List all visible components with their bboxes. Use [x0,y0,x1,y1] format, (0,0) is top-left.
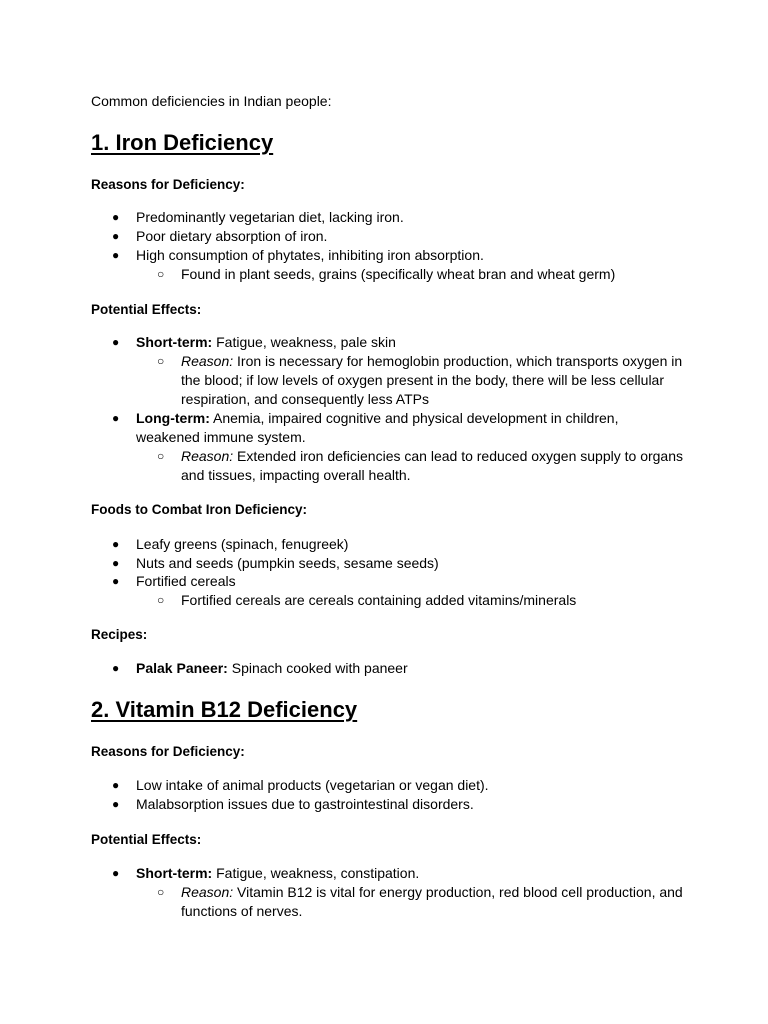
reason-label: Reason: [181,884,234,900]
sub-bullet-icon: ○ [157,449,165,463]
section2-title: 2. Vitamin B12 Deficiency [91,697,358,722]
section2-effects-heading: Potential Effects: [91,832,202,847]
reason-label: Reason: [181,353,234,369]
recipe-label: Palak Paneer: [136,660,228,676]
sub-bullet-icon: ○ [157,354,165,368]
section1-reasons-heading: Reasons for Deficiency: [91,177,245,192]
bullet-icon: ● [112,229,120,243]
sub-list-item-continued: functions of nerves. [181,903,303,919]
short-term-label: Short-term: [136,865,213,881]
bullet-icon: ● [112,574,120,588]
section1-title: 1. Iron Deficiency [91,130,274,155]
reason-label: Reason: [181,448,234,464]
section2-reasons-heading: Reasons for Deficiency: [91,744,245,759]
bullet-icon: ● [112,411,120,425]
sub-list-item-continued: the blood; if low levels of oxygen present in the body, there will be less cellular [181,372,665,388]
bullet-icon: ● [112,537,120,551]
bullet-icon: ● [112,556,120,570]
bullet-icon: ● [112,866,120,880]
sub-list-item-continued: and tissues, impacting overall health. [181,467,411,483]
bullet-icon: ● [112,210,120,224]
long-term-label: Long-term: [136,410,210,426]
bullet-icon: ● [112,661,120,675]
bullet-icon: ● [112,778,120,792]
bullet-icon: ● [112,248,120,262]
bullet-icon: ● [112,335,120,349]
list-item-continued: weakened immune system. [136,429,306,445]
bullet-icon: ● [112,797,120,811]
sub-bullet-icon: ○ [157,885,165,899]
sub-bullet-icon: ○ [157,267,165,281]
sub-bullet-icon: ○ [157,593,165,607]
sub-list-item-continued: respiration, and consequently less ATPs [181,391,429,407]
section1-effects-heading: Potential Effects: [91,302,202,317]
intro-text: Common deficiencies in Indian people: [91,93,332,109]
section1-recipes-heading: Recipes: [91,627,148,642]
short-term-label: Short-term: [136,334,213,350]
section1-foods-heading: Foods to Combat Iron Deficiency: [91,502,308,517]
